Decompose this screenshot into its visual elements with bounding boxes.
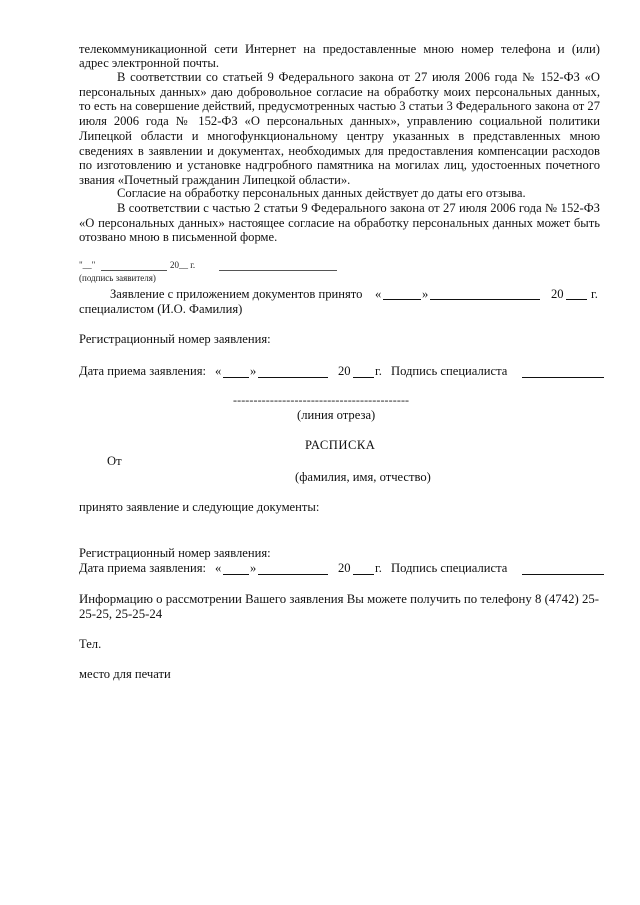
receipt-from-label: От <box>107 454 122 468</box>
intro-line-2: адрес электронной почты. <box>79 56 220 70</box>
signature-date-line <box>101 270 167 271</box>
specialist-signature-line-2 <box>522 574 604 575</box>
receipt-date-label-2: Дата приема заявления: <box>79 561 207 575</box>
accepted-specialist: специалистом (И.О. Фамилия) <box>79 302 243 316</box>
registration-number-label: Регистрационный номер заявления: <box>79 332 271 346</box>
signature-year: 20__ г. <box>170 260 196 270</box>
specialist-signature-label: Подпись специалиста <box>391 364 508 378</box>
receipt-accepted-text: принято заявление и следующие документы: <box>79 500 320 514</box>
intro-line-1: телекоммуникационной сети Интернет на предоставленные мною номер телефона и (или) <box>79 42 600 56</box>
stamp-place-label: место для печати <box>79 667 171 681</box>
receipt-date-label: Дата приема заявления: <box>79 364 207 378</box>
receipt-date-quote-open-2: « <box>215 561 222 575</box>
receipt-year-line-2 <box>353 574 374 575</box>
receipt-month-line <box>258 377 328 378</box>
receipt-day-line <box>223 377 249 378</box>
accepted-quote-close: » <box>422 287 429 301</box>
signature-line <box>219 270 337 271</box>
consent-paragraph: В соответствии со статьей 9 Федерального закона от 27 июля 2006 года № 152-ФЗ «О персональных данных» даю добровольное согласие на обработку моих персональных данных, то есть на совершение действий, предусмотренных частью 3 статьи 3 Федерального закона от 27 июля 2006 года № 152-ФЗ «О персональных данных», управлению социальной политики Липецкой области и многофункциональному центру указанных в представленных мною сведениях в заявлении и документах, необходимых для предоставления компенсации расходов по изготовлению и установке надгробного памятника на могилах лиц, удостоенных почетного звания «Почетный гражданин Липецкой области». <box>79 70 600 187</box>
signature-date-quote: "__" <box>79 260 96 270</box>
receipt-year-suffix-2: г. <box>375 561 382 575</box>
accepted-day-line <box>383 299 421 300</box>
receipt-registration-label: Регистрационный номер заявления: <box>79 546 271 560</box>
specialist-signature-label-2: Подпись специалиста <box>391 561 508 575</box>
cut-line: ------------------------------------------- <box>233 393 410 407</box>
receipt-day-line-2 <box>223 574 249 575</box>
accepted-month-line <box>430 299 540 300</box>
accepted-year-prefix: 20 <box>551 287 564 301</box>
receipt-title: РАСПИСКА <box>305 438 376 452</box>
receipt-month-line-2 <box>258 574 328 575</box>
signature-caption: (подпись заявителя) <box>79 273 156 283</box>
receipt-name-caption: (фамилия, имя, отчество) <box>295 470 431 484</box>
receipt-year-prefix: 20 <box>338 364 351 378</box>
receipt-year-suffix: г. <box>375 364 382 378</box>
consent-revocation-paragraph: В соответствии с частью 2 статьи 9 Федерального закона от 27 июля 2006 года № 152-ФЗ «О персональных данных» настоящее согласие на обработку персональных данных может быть отозвано мною в письменной форме. <box>79 201 600 245</box>
consent-validity-paragraph: Согласие на обработку персональных данных действует до даты его отзыва. <box>117 186 526 200</box>
cut-line-label: (линия отреза) <box>297 408 376 422</box>
specialist-signature-line <box>522 377 604 378</box>
receipt-phone-label: Тел. <box>79 637 102 651</box>
accepted-text: Заявление с приложением документов принято <box>110 287 363 301</box>
receipt-date-quote-open: « <box>215 364 222 378</box>
receipt-date-quote-close-2: » <box>250 561 257 575</box>
receipt-year-line <box>353 377 374 378</box>
accepted-year-suffix: г. <box>591 287 598 301</box>
accepted-year-line <box>566 299 587 300</box>
accepted-quote-open: « <box>375 287 382 301</box>
receipt-date-quote-close: » <box>250 364 257 378</box>
receipt-info-text: Информацию о рассмотрении Вашего заявления Вы можете получить по телефону 8 (4742) 25-25-25, 25-25-24 <box>79 592 599 621</box>
receipt-year-prefix-2: 20 <box>338 561 351 575</box>
